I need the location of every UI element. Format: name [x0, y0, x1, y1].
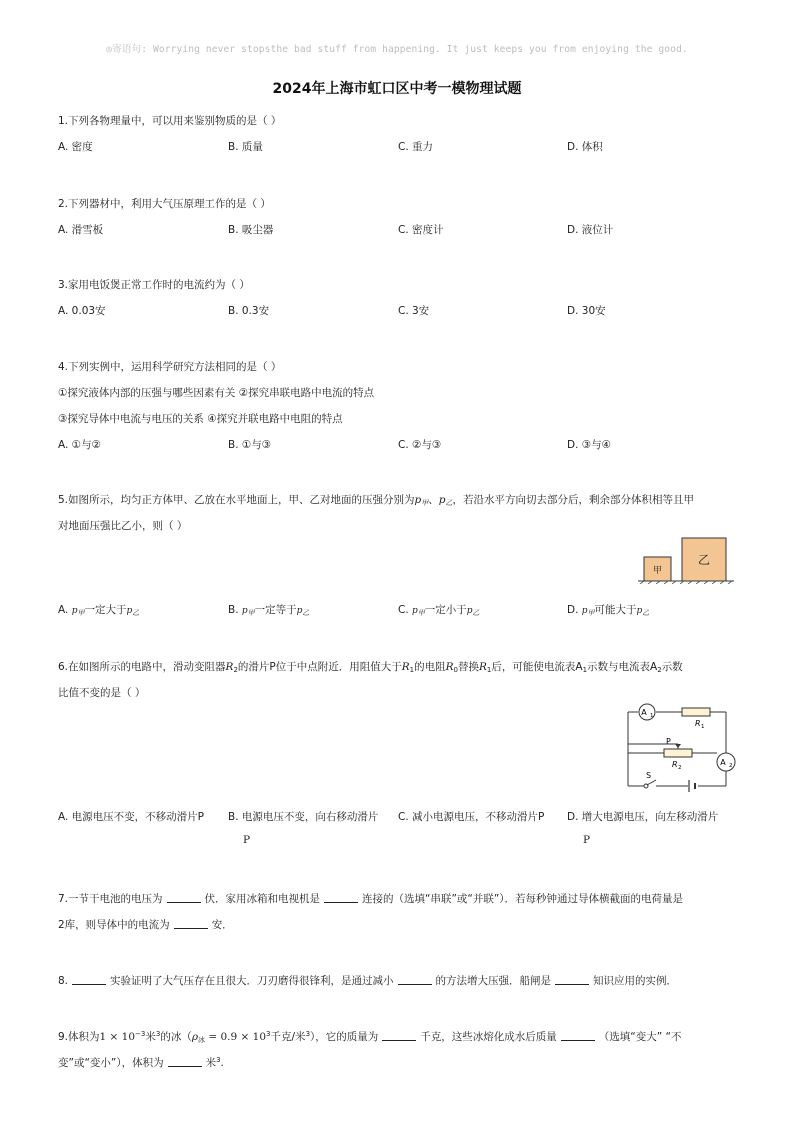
q4-option-c[interactable]: C. ②与③ [398, 439, 442, 451]
question-7-line-2: 2库，则导体中的电流为 安． [58, 919, 233, 931]
resistor-r1-label: R [695, 719, 701, 728]
q4-option-d[interactable]: D. ③与④ [567, 439, 612, 451]
question-5-stem-line-2: 对地面压强比乙小，则（ ） [58, 520, 188, 532]
q3-option-d[interactable]: D. 30安 [567, 305, 606, 317]
question-3-stem: 3.家用电饭煲正常工作时的电流约为（ ） [58, 279, 250, 291]
q5-option-d[interactable]: D. $p_甲$可能大于$p_乙$ [567, 604, 650, 617]
cube-yi-label: 乙 [697, 553, 711, 567]
q6-option-c[interactable]: C. 减小电源电压，不移动滑片P [398, 811, 545, 823]
q4-statement-line-2: ③探究导体中电流与电压的关系 ④探究并联电路中电阻的特点 [58, 413, 343, 425]
rheostat-r2-icon [664, 749, 692, 757]
q8-blank-1[interactable] [72, 974, 106, 985]
cube-jia-label: 甲 [652, 566, 663, 576]
rheostat-r2-label: R [672, 760, 678, 769]
q4-option-b[interactable]: B. ①与③ [228, 439, 272, 451]
q6-option-a[interactable]: A. 电源电压不变，不移动滑片P [58, 811, 205, 823]
q7-blank-2[interactable] [324, 892, 358, 903]
slider-p-label: P [666, 737, 671, 746]
q5-cubes-figure [636, 532, 738, 584]
question-8: 8. 实验证明了大气压存在且很大．刀刃磨得很锋利，是通过减小 的方法增大压强．船闸是 知识应用的实例． [58, 975, 678, 987]
question-6-stem-line-2: 比值不变的是（ ） [58, 687, 146, 699]
q1-option-d[interactable]: D. 体积 [567, 141, 603, 153]
q5-option-a[interactable]: A. $p_甲$一定大于$p_乙$ [58, 604, 140, 617]
question-4-stem: 4.下列实例中，运用科学研究方法相同的是（ ） [58, 361, 282, 373]
q6-option-d[interactable]: D. 增大电源电压，向左移动滑片 [567, 811, 719, 823]
q5-stem-text-b: ，若沿水平方向切去部分后，剩余部分体积相等且甲 [452, 494, 694, 506]
q1-option-c[interactable]: C. 重力 [398, 141, 434, 153]
ammeter-a1-label: A [641, 708, 647, 717]
q3-option-b[interactable]: B. 0.3安 [228, 305, 270, 317]
q5-p-jia: $p_甲$ [414, 494, 429, 507]
resistor-r1-icon [682, 708, 710, 716]
watermark-text: ◎寄语句: Worrying never stopsthe bad stuff from happening. It just keeps you from enjoying the good. [106, 44, 688, 55]
q6-option-d-continued: P [583, 834, 591, 846]
question-9-line-2: 变”或“变小”），体积为 米$^3$. [58, 1056, 224, 1069]
q2-option-b[interactable]: B. 吸尘器 [228, 224, 274, 236]
resistor-r1-sub: 1 [701, 724, 705, 730]
q3-option-a[interactable]: A. 0.03安 [58, 305, 106, 317]
switch-s-label: S [646, 771, 652, 780]
question-7-line-1: 7.一节干电池的电压为 伏．家用冰箱和电视机是 连接的（选填“串联”或“并联”）．若每秒钟通过导体横截面的电荷量是 [58, 893, 684, 905]
q7-blank-3[interactable] [174, 918, 208, 929]
q5-separator: 、 [428, 494, 439, 506]
question-6-stem: 6.在如图所示的电路中，滑动变阻器$R_2$的滑片P位于中点附近．用阻值大于$R_1$的电阻$R_0$替换$R_1$后，可能使电流表$A_1$示数与电流表$A_2$示数 [58, 661, 683, 674]
q5-p-yi: $p_乙$ [438, 494, 453, 507]
q1-option-b[interactable]: B. 质量 [228, 141, 263, 153]
switch-lever-icon [647, 780, 656, 785]
page-title: 2024年上海市虹口区中考一模物理试题 [272, 81, 522, 97]
question-9-line-1: 9.体积为$1 \times 10^{-3}$米$^3$的冰（$\rho_冰 = 0.9 \times 10^3$千克/米$^3$），它的质量为 千克，这些冰熔化成水后质量 （选填“变大” “不 [58, 1030, 682, 1044]
q6-option-b-continued: P [243, 834, 251, 846]
q8-blank-2[interactable] [398, 974, 432, 985]
q6-option-b[interactable]: B. 电源电压不变，向右移动滑片 [228, 811, 379, 823]
q1-option-a[interactable]: A. 密度 [58, 141, 93, 153]
question-5-stem [58, 492, 694, 508]
q2-option-a[interactable]: A. 滑雪板 [58, 224, 104, 236]
q9-blank-3[interactable] [168, 1056, 202, 1067]
q5-stem-text-a: 5.如图所示，均匀正方体甲、乙放在水平地面上，甲、乙对地面的压强分别为 [58, 494, 415, 506]
question-1-stem: 1.下列各物理量中，可以用来鉴别物质的是（ ） [58, 115, 282, 127]
ammeter-a2-sub: 2 [729, 763, 733, 769]
q3-option-c[interactable]: C. 3安 [398, 305, 430, 317]
q4-option-a[interactable]: A. ①与② [58, 439, 101, 451]
ammeter-a2-label: A [720, 758, 726, 767]
q9-blank-2[interactable] [561, 1030, 595, 1041]
ammeter-a1-sub: 1 [650, 713, 654, 719]
q6-circuit-figure [622, 700, 742, 792]
rheostat-r2-sub: 2 [678, 765, 682, 771]
q5-option-c[interactable]: C. $p_甲$一定小于$p_乙$ [398, 604, 480, 617]
q9-blank-1[interactable] [382, 1030, 416, 1041]
q2-option-d[interactable]: D. 液位计 [567, 224, 614, 236]
q4-statement-line-1: ①探究液体内部的压强与哪些因素有关 ②探究串联电路中电流的特点 [58, 387, 375, 399]
q8-blank-3[interactable] [555, 974, 589, 985]
slider-pointer-icon [675, 744, 681, 748]
q5-option-b[interactable]: B. $p_甲$一定等于$p_乙$ [228, 604, 310, 617]
q2-option-c[interactable]: C. 密度计 [398, 224, 444, 236]
q7-blank-1[interactable] [167, 892, 201, 903]
question-2-stem: 2.下列器材中，利用大气压原理工作的是（ ） [58, 198, 271, 210]
